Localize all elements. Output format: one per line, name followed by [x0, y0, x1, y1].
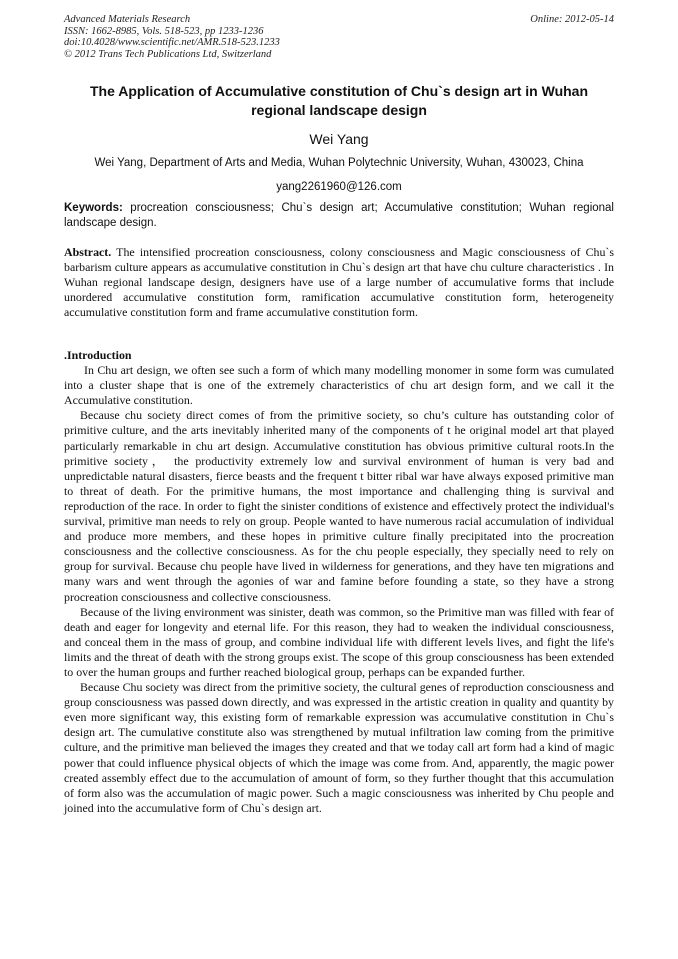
- journal-name: Advanced Materials Research: [64, 14, 191, 25]
- paragraph: Because of the living environment was sinister, death was common, so the Primitive man was filled with fear of death and eager for longevity and eternal life. For this reason, they had to weaken the individual consciousness, and conceal them in the mass of group, and combine individual life with different levels lives, and fight the life's limits and the threat of death with the strong groups exist. The scope of this group consciousness has been extended to over the human groups and further reached biological group, perhaps can be expanded further.: [64, 604, 614, 679]
- introduction-section: [64, 348, 614, 816]
- keywords-text: procreation consciousness; Chu`s design art; Accumulative constitution; Wuhan regional landscape design.: [64, 202, 614, 229]
- abstract: [64, 245, 614, 320]
- journal-header: [64, 14, 614, 60]
- doi-line: doi:10.4028/www.scientific.net/AMR.518-523.1233: [64, 37, 280, 48]
- keywords-label: Keywords:: [64, 202, 123, 214]
- issn-line: ISSN: 1662-8985, Vols. 518-523, pp 1233-1236: [64, 25, 264, 37]
- paper-title: The Application of Accumulative constitution of Chu`s design art in Wuhan regional landscape design: [89, 83, 589, 118]
- paragraph: Because Chu society was direct from the primitive society, the cultural genes of reproduction consciousness and group consciousness was passed down directly, and was expressed in the artistic creation in quality and quantity by even more significant way, this existing form of remarkable expression was accumulative constitution in Chu`s design art. The cumulative constitute also was strengthened by mutual infiltration law coming from the primitive culture, and the primitive man believed the images they created and that we today call art form had a kind of magic power that could influence physical objects of which the image was come from. And, apparently, the magic power created assembly effect due to the accumulation of amount of form, so they further thought that this accumulation of form also was the accumulation of magic power. Such a magic consciousness was inherited by Chu people and joined into the accumulative form of Chu`s design art.: [64, 680, 614, 815]
- abstract-text: The intensified procreation consciousness, colony consciousness and Magic consciousness of Chu`s barbarism culture appears as accumulative constitution in Chu`s design art that have chu culture characteristics . In Wuhan regional landscape design, designers have use of a large number of accumulative forms that include unordered accumulative constitution form, ramification accumulative constitution form, heterogeneity accumulative constitution form and frame accumulative constitution form.: [64, 245, 614, 320]
- section-heading: .Introduction: [64, 348, 132, 362]
- keywords: [64, 201, 614, 230]
- paragraph: Because chu society direct comes of from the primitive society, so chu’s culture has outstanding color of primitive culture, and the arts inevitably inherited many of the components of t he original model art that played particularly remarkable in chu art design. Accumulative constitution has obvious primitive cultural roots.In the primitive society， the productivity extremely low and survival environment of human is very bad and unpredictable natural disasters, fierce beasts and the frequent t bitter ribal war have always exposed primitive man to threat of death. For the primitive humans, the most importance and challenging thing is survival and reproduction of the race. In order to fight the sinister conditions of existence and effectively protect the individual's survival, primitive man needs to rely on group. People wanted to have numerous racial accumulation of individual and produce more members, and these hopes in primitive culture finally precipitated into the procreation consciousness and the collective consciousness. As for the chu people especially, they specially need to rely on group for survival. Because chu people have lived in wilderness for generations, and they have ten migrations and many wars and went through the agonies of war and famine before founding a state, so they have a strong procreation consciousness and collective consciousness.: [64, 408, 614, 604]
- copyright-line: © 2012 Trans Tech Publications Ltd, Switzerland: [64, 48, 272, 60]
- paragraph: In Chu art design, we often see such a form of which many modelling monomer in some form was cumulated into a cluster shape that is one of the extremely characteristics of chu art design form, and we call it the Accumulative constitution.: [64, 363, 614, 408]
- abstract-label: Abstract.: [64, 245, 112, 259]
- author-affiliation: Wei Yang, Department of Arts and Media, Wuhan Polytechnic University, Wuhan, 430023, China: [94, 157, 584, 169]
- author-email: yang2261960@126.com: [276, 181, 402, 193]
- online-date: Online: 2012-05-14: [530, 14, 614, 25]
- author-name: Wei Yang: [309, 131, 369, 147]
